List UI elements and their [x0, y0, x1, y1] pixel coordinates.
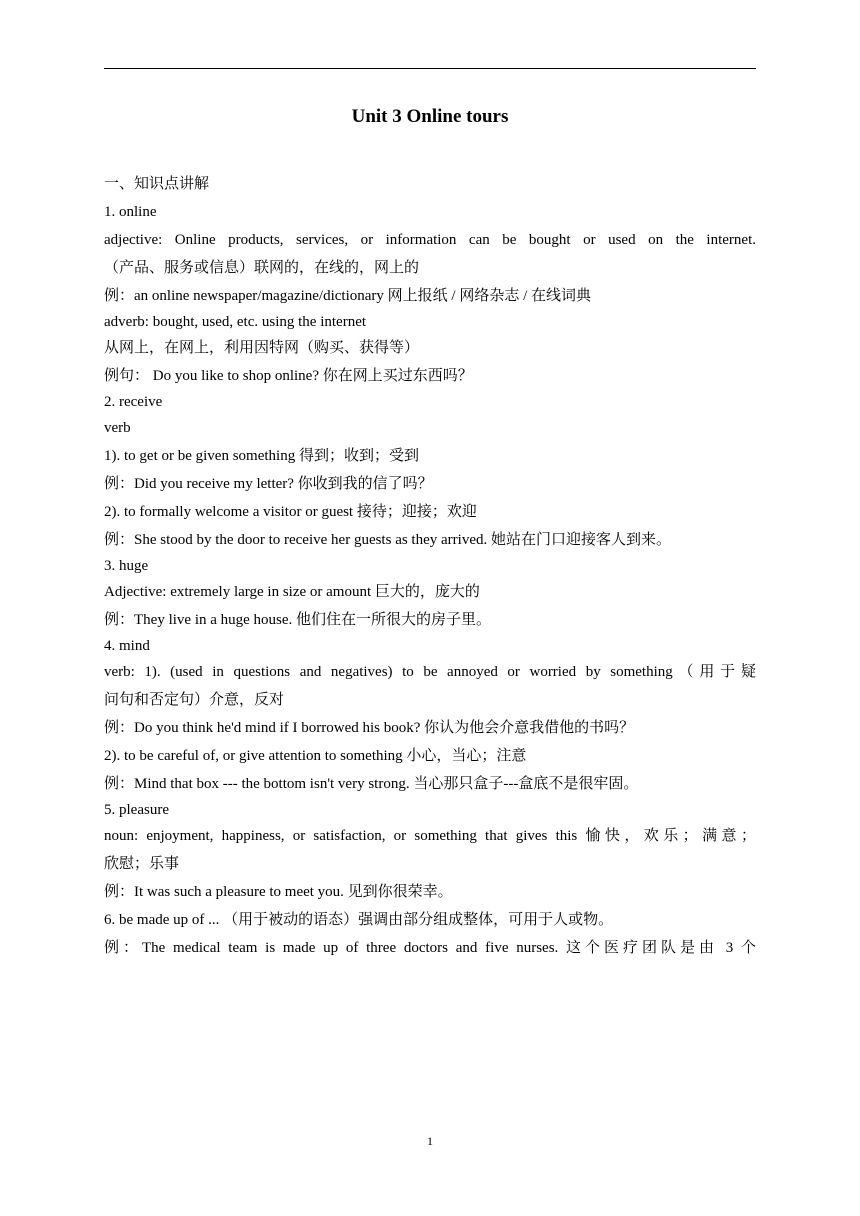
item-heading: 2. receive: [104, 394, 163, 410]
definition-line: Adjective: extremely large in size or amount 巨大的，庞大的: [104, 584, 480, 600]
content-body: [104, 170, 756, 962]
item-heading-text: 6. be made up of ...: [104, 912, 220, 928]
item-heading: 5. pleasure: [104, 802, 169, 818]
example-line: 例：They live in a huge house. 他们住在一所很大的房子里。: [104, 612, 492, 628]
example-line: 例：Did you receive my letter? 你收到我的信了吗？: [104, 476, 433, 492]
item-heading-note: （用于被动的语态）强调由部分组成整体，可用于人或物。: [219, 912, 614, 928]
example-line: 例：It was such a pleasure to meet you. 见到你很荣幸。: [104, 884, 453, 900]
section-heading: 一、知识点讲解: [104, 176, 210, 192]
definition-line: adverb: bought, used, etc. using the internet: [104, 314, 367, 330]
definition-line: 2). to formally welcome a visitor or guest 接待；迎接；欢迎: [104, 504, 477, 520]
example-line: 例：The medical team is made up of three doctors and five nurses. 这个医疗团队是由 3 个: [104, 940, 756, 956]
item-heading: 3. huge: [104, 558, 149, 574]
example-line: 例：Do you think he'd mind if I borrowed his book? 你认为他会介意我借他的书吗？: [104, 720, 635, 736]
definition-line: 2). to be careful of, or give attention to something 小心，当心；注意: [104, 748, 527, 764]
page-title: Unit 3 Online tours: [351, 106, 509, 127]
definition-line: verb: 1). (used in questions and negatives) to be annoyed or worried by something（用于疑: [104, 664, 756, 680]
example-line: 例：She stood by the door to receive her guests as they arrived. 她站在门口迎接客人到来。: [104, 532, 671, 548]
example-line: 例：an online newspaper/magazine/dictionary 网上报纸 / 网络杂志 / 在线词典: [104, 288, 591, 304]
definition-line: adjective: Online products, services, or information can be bought or used on the internet.: [104, 232, 756, 248]
example-line: 例句： Do you like to shop online? 你在网上买过东西吗？: [104, 368, 473, 384]
definition-line: （产品、服务或信息）联网的，在线的，网上的: [104, 260, 420, 276]
page-number: 1: [427, 1134, 433, 1148]
definition-line: 问句和否定句）介意，反对: [104, 692, 285, 708]
definition-line: 1). to get or be given something 得到；收到；受到: [104, 448, 419, 464]
definition-line: 欣慰；乐事: [104, 856, 180, 872]
definition-line: 从网上，在网上，利用因特网（购买、获得等）: [104, 340, 420, 356]
item-heading: [104, 906, 756, 934]
header-rule: [104, 68, 756, 69]
definition-line: verb: [104, 420, 131, 436]
definition-line: noun: enjoyment, happiness, or satisfaction, or something that gives this 愉快，欢乐；满意；: [104, 828, 756, 844]
item-heading: 4. mind: [104, 638, 150, 654]
item-heading: 1. online: [104, 204, 157, 220]
example-line: 例：Mind that box --- the bottom isn't very strong. 当心那只盒子---盒底不是很牢固。: [104, 776, 639, 792]
